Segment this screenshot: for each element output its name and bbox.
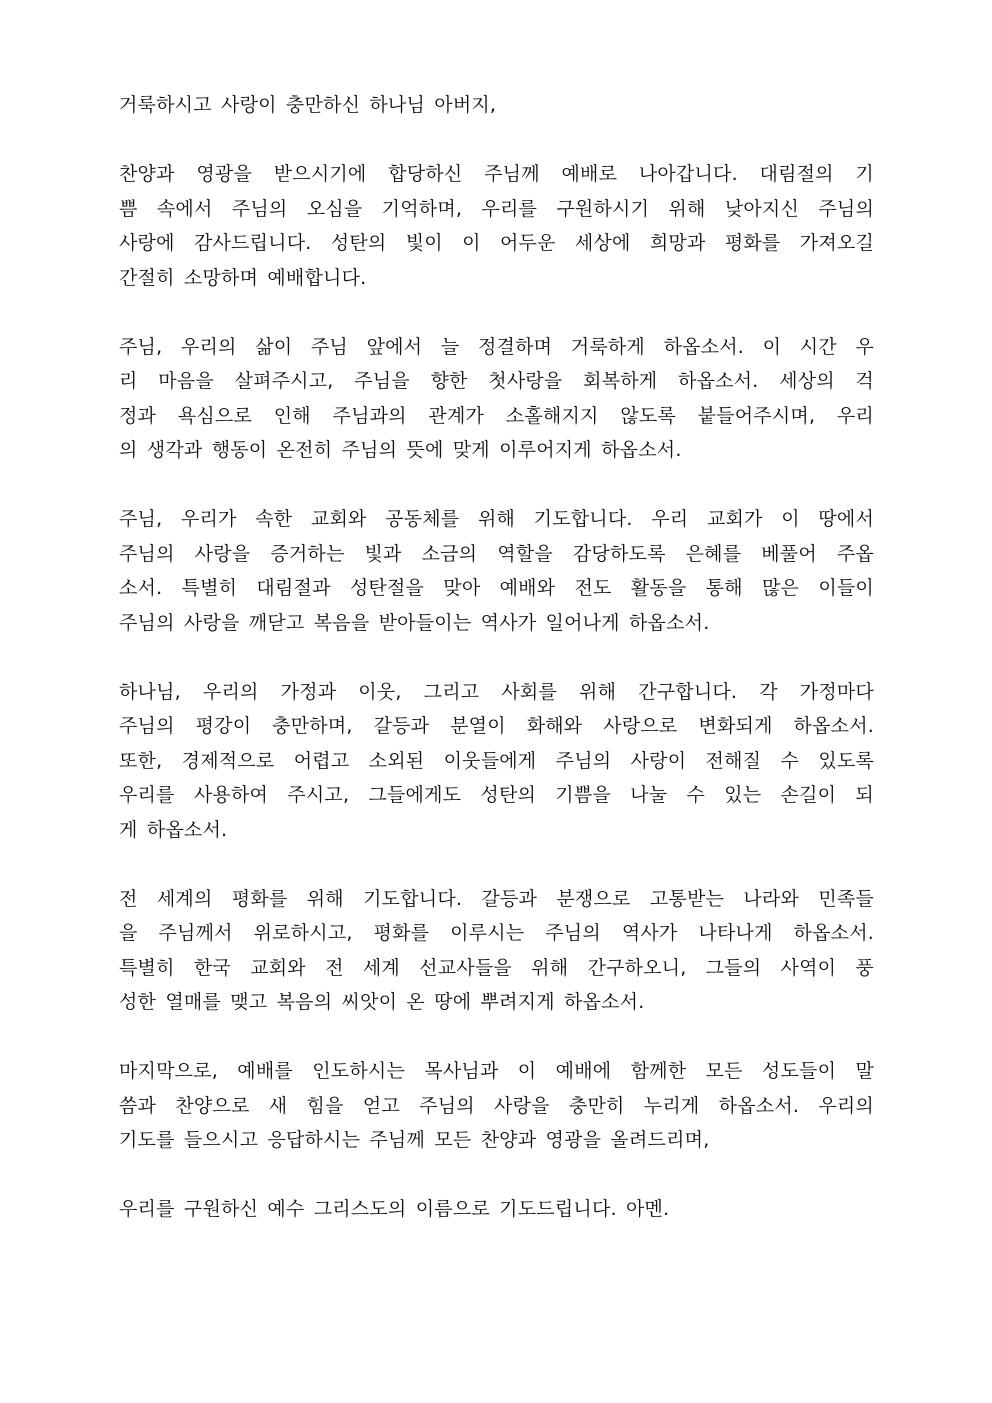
closing-line: 우리를 구원하신 예수 그리스도의 이름으로 기도드립니다. 아멘. xyxy=(119,1198,670,1220)
paragraph-line: 정과 욕심으로 인해 주님과의 관계가 소홀해지지 않도록 붙들어주시며, 우리 xyxy=(119,404,874,427)
paragraph-line: 주님의 사랑을 깨닫고 복음을 받아들이는 역사가 일어나게 하옵소서. xyxy=(119,611,710,634)
greeting-paragraph xyxy=(119,88,874,123)
paragraph-3 xyxy=(119,502,874,640)
paragraph-line: 주님의 평강이 충만하며, 갈등과 분열이 화해와 사랑으로 변화되게 하옵소서. xyxy=(119,715,874,737)
greeting-line: 거룩하시고 사랑이 충만하신 하나님 아버지, xyxy=(119,94,497,116)
paragraph-line: 우리를 사용하여 주시고, 그들에게도 성탄의 기쁨을 나눌 수 있는 손길이 되 xyxy=(119,784,874,806)
paragraph-line: 하나님, 우리의 가정과 이웃, 그리고 사회를 위해 간구합니다. 각 가정마다 xyxy=(119,680,874,703)
paragraph-line: 또한, 경제적으로 어렵고 소외된 이웃들에게 주님의 사랑이 전해질 수 있도록 xyxy=(119,749,874,772)
paragraph-1 xyxy=(119,157,874,295)
paragraph-line: 간절히 소망하며 예배합니다. xyxy=(119,266,367,289)
paragraph-line: 전 세계의 평화를 위해 기도합니다. 갈등과 분쟁으로 고통받는 나라와 민족들 xyxy=(119,887,874,910)
paragraph-4 xyxy=(119,675,874,848)
prayer-text xyxy=(119,88,874,1261)
paragraph-line: 주님의 사랑을 증거하는 빛과 소금의 역할을 감당하도록 은혜를 베풀어 주옵 xyxy=(119,542,874,565)
paragraph-line: 성한 열매를 맺고 복음의 씨앗이 온 땅에 뿌려지게 하옵소서. xyxy=(119,991,645,1013)
paragraph-6 xyxy=(119,1054,874,1158)
paragraph-line: 기도를 들으시고 응답하시는 주님께 모든 찬양과 영광을 올려드리며, xyxy=(119,1129,710,1151)
paragraph-line: 소서. 특별히 대림절과 성탄절을 맞아 예배와 전도 활동을 통해 많은 이들이 xyxy=(119,577,874,599)
paragraph-line: 사랑에 감사드립니다. 성탄의 빛이 이 어두운 세상에 희망과 평화를 가져오길 xyxy=(119,232,874,254)
paragraph-line: 의 생각과 행동이 온전히 주님의 뜻에 맞게 이루어지게 하옵소서. xyxy=(119,439,682,461)
paragraph-line: 리 마음을 살펴주시고, 주님을 향한 첫사랑을 회복하게 하옵소서. 세상의 걱 xyxy=(119,370,874,392)
paragraph-line: 씀과 찬양으로 새 힘을 얻고 주님의 사랑을 충만히 누리게 하옵소서. 우리의 xyxy=(119,1094,874,1117)
paragraph-line: 게 하옵소서. xyxy=(119,818,228,841)
paragraph-line: 주님, 우리가 속한 교회와 공동체를 위해 기도합니다. 우리 교회가 이 땅에서 xyxy=(119,508,874,530)
paragraph-line: 마지막으로, 예배를 인도하시는 목사님과 이 예배에 함께한 모든 성도들이 말 xyxy=(119,1060,874,1082)
paragraph-line: 특별히 한국 교회와 전 세계 선교사들을 위해 간구하오니, 그들의 사역이 풍 xyxy=(119,956,874,979)
paragraph-line: 쁨 속에서 주님의 오심을 기억하며, 우리를 구원하시기 위해 낮아지신 주님의 xyxy=(119,197,874,220)
paragraph-5 xyxy=(119,882,874,1020)
closing-paragraph xyxy=(119,1192,874,1227)
paragraph-line: 찬양과 영광을 받으시기에 합당하신 주님께 예배로 나아갑니다. 대림절의 기 xyxy=(119,163,874,185)
paragraph-2 xyxy=(119,330,874,468)
paragraph-line: 주님, 우리의 삶이 주님 앞에서 늘 정결하며 거룩하게 하옵소서. 이 시간 우 xyxy=(119,335,874,358)
paragraph-line: 을 주님께서 위로하시고, 평화를 이루시는 주님의 역사가 나타나게 하옵소서. xyxy=(119,922,874,944)
